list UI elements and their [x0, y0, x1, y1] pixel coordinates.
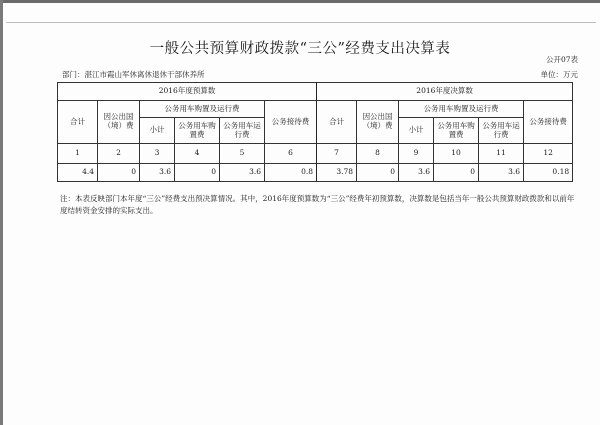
header-subtotal: 小计 [399, 118, 434, 144]
header-abroad: 因公出国（境）费 [357, 101, 399, 144]
department-label: 部门：湛江市霞山军休离休退休干部休养所 [62, 70, 205, 79]
cell-actual-reception: 0.18 [524, 164, 573, 182]
column-number: 11 [479, 144, 524, 164]
header-vehicle-operation: 公务用车运行费 [220, 118, 265, 144]
document-title: 一般公共预算财政拨款“三公”经费支出决算表 [149, 41, 451, 57]
form-code: 公开07表 [545, 55, 578, 64]
column-number: 1 [58, 144, 98, 164]
column-number: 3 [140, 144, 175, 164]
header-reception: 公务接待费 [524, 101, 573, 144]
group-header-budget: 2016年度预算数 [58, 83, 317, 101]
header-reception: 公务接待费 [265, 101, 317, 144]
column-number: 10 [434, 144, 479, 164]
column-number: 12 [524, 144, 573, 164]
header-vehicle-group: 公务用车购置及运行费 [399, 101, 524, 118]
cell-budget-total: 4.4 [58, 164, 98, 182]
column-number: 6 [265, 144, 317, 164]
scan-edge-left [0, 0, 3, 425]
header-subtotal: 小计 [140, 118, 175, 144]
cell-budget-vehicle-purchase: 0 [175, 164, 220, 182]
cell-budget-reception: 0.8 [265, 164, 317, 182]
column-number: 2 [98, 144, 140, 164]
cell-actual-vehicle-operation: 3.6 [479, 164, 524, 182]
cell-budget-abroad: 0 [98, 164, 140, 182]
cell-budget-vehicle-operation: 3.6 [220, 164, 265, 182]
column-number-row [58, 144, 573, 164]
scan-line [6, 22, 596, 23]
cell-budget-vehicle-subtotal: 3.6 [140, 164, 175, 182]
header-vehicle-purchase: 公务用车购置费 [434, 118, 479, 144]
table-row [58, 164, 573, 182]
column-number: 9 [399, 144, 434, 164]
column-number: 8 [357, 144, 399, 164]
footnote: 注：本表反映部门本年度“三公”经费支出预决算情况。其中，2016年度预算数为“三公”经费年初预算数，决算数是包括当年一般公共预算财政拨款和以前年度结转资金安排的实际支出。 [60, 194, 575, 215]
header-abroad: 因公出国（境）费 [98, 101, 140, 144]
group-header-actual: 2016年度决算数 [317, 83, 573, 101]
header-vehicle-purchase: 公务用车购置费 [175, 118, 220, 144]
column-number: 4 [175, 144, 220, 164]
three-public-expenses-table [57, 82, 573, 182]
cell-actual-vehicle-purchase: 0 [434, 164, 479, 182]
column-number: 5 [220, 144, 265, 164]
header-vehicle-group: 公务用车购置及运行费 [140, 101, 265, 118]
cell-actual-vehicle-subtotal: 3.6 [399, 164, 434, 182]
header-total: 合计 [58, 101, 98, 144]
header-vehicle-operation: 公务用车运行费 [479, 118, 524, 144]
scan-edge-top [0, 0, 600, 3]
cell-actual-abroad: 0 [357, 164, 399, 182]
cell-actual-total: 3.78 [317, 164, 357, 182]
header-total: 合计 [317, 101, 357, 144]
unit-label: 单位：万元 [540, 70, 578, 79]
column-number: 7 [317, 144, 357, 164]
